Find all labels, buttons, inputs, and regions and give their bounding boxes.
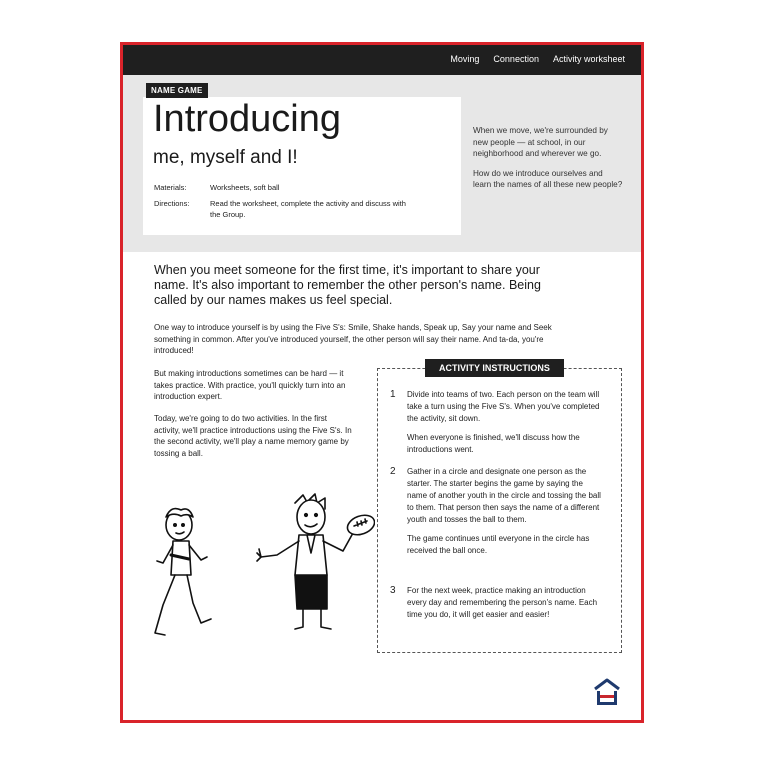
running-boy-illustration bbox=[151, 505, 221, 650]
step-text: Gather in a circle and designate one person as the starter. The starter begins the game by saying the name of another youth in the circle and tossing the ball to them. That person then says the name of a different youth and tosses the ball to them. bbox=[407, 467, 601, 524]
intro-side-text bbox=[473, 125, 623, 199]
lead-statement: When you meet someone for the first time, it's important to share your name. It's also important to remember the other person's name. Being called by our names makes us feel special. bbox=[154, 263, 541, 307]
nav-menu bbox=[450, 54, 625, 64]
nav-item-moving[interactable]: Moving bbox=[450, 54, 480, 64]
step-extra-text: The game continues until everyone in the circle has received the ball once. bbox=[407, 534, 590, 555]
step-text: Divide into teams of two. Each person on the team will take a turn using the Five S's. When you've completed the activity, sit down. bbox=[407, 390, 600, 423]
step-number: 1 bbox=[390, 389, 396, 400]
step-number: 2 bbox=[390, 466, 396, 477]
step-text: For the next week, practice making an introduction every day and remembering the person's name. Each time you do, it will get easier and easier! bbox=[407, 586, 598, 619]
page-title: Introducing bbox=[153, 98, 342, 140]
intro-paragraph-1: When we move, we're surrounded by new people — at school, in our neighborhood and wherever we go. bbox=[473, 126, 608, 158]
instruction-step-1 bbox=[390, 389, 605, 463]
activity-instructions-box bbox=[377, 363, 622, 653]
materials-label: Materials: bbox=[154, 183, 187, 192]
nav-item-activity-worksheet[interactable]: Activity worksheet bbox=[552, 54, 625, 64]
step-extra-text: When everyone is finished, we'll discuss how the introductions went. bbox=[407, 433, 580, 454]
body-paragraph-2: But making introductions sometimes can be hard — it takes practice. With practice, you'll quickly turn into an introduction expert. bbox=[154, 369, 346, 401]
body-paragraph-3: Today, we're going to do two activities. In the first activity, we'll practice introductions using the Five S's. In the second activity, we'll play a name memory game by tossing a ball. bbox=[154, 414, 352, 458]
materials-value: Worksheets, soft ball bbox=[210, 183, 280, 192]
instruction-step-3 bbox=[390, 585, 605, 628]
worksheet-page bbox=[120, 42, 644, 723]
step-number: 3 bbox=[390, 585, 396, 596]
activity-instructions-title: ACTIVITY INSTRUCTIONS bbox=[425, 359, 564, 377]
instruction-step-2 bbox=[390, 466, 605, 564]
name-game-badge: NAME GAME bbox=[146, 83, 208, 98]
directions-value: Read the worksheet, complete the activity and discuss with the Group. bbox=[210, 199, 406, 219]
boy-with-football-illustration bbox=[255, 493, 375, 633]
house-logo-icon bbox=[593, 677, 621, 707]
top-navigation-bar bbox=[123, 45, 641, 75]
page-subtitle: me, myself and I! bbox=[153, 147, 298, 168]
nav-item-connection[interactable]: Connection bbox=[493, 54, 539, 64]
body-paragraph-1: One way to introduce yourself is by using the Five S's: Smile, Shake hands, Speak up, Say your name and Seek something in common. After you've introduced yourself, the other person will say their name. And ta-da, you're introduced! bbox=[154, 323, 552, 355]
directions-label: Directions: bbox=[154, 199, 190, 208]
intro-paragraph-2: How do we introduce ourselves and learn the names of all these new people? bbox=[473, 168, 623, 189]
